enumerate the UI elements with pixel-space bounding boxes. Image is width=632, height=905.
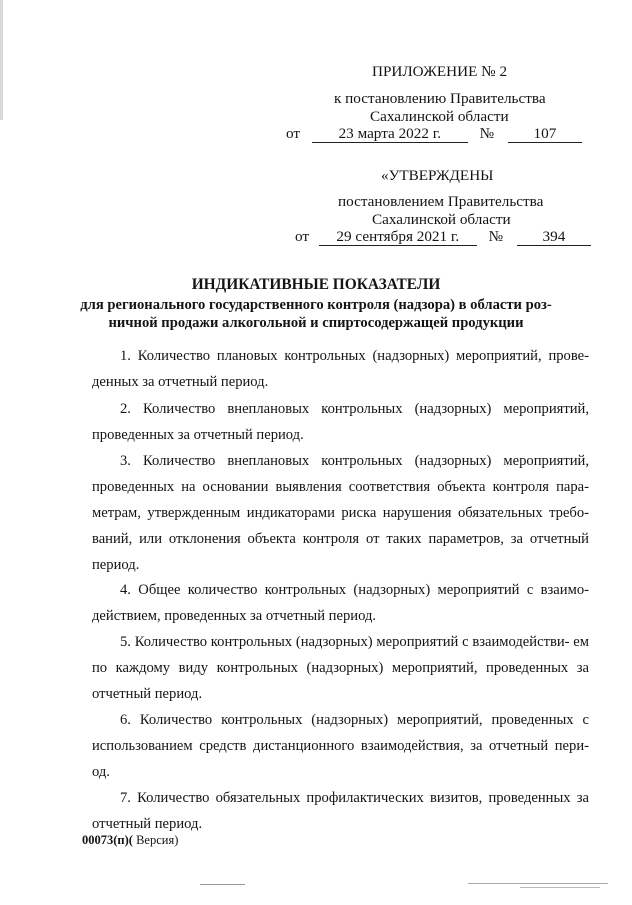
approved-title: «УТВЕРЖДЕНЫ (381, 167, 494, 184)
scan-edge (0, 0, 3, 120)
indicator-item-4: 4. Общее количество контрольных (надзорных) мероприятий с взаимо- действием, проведенных за отчетный период. (92, 582, 589, 624)
footer-code: 00073(п)( (82, 833, 133, 847)
annex-line-2: Сахалинской области (370, 108, 509, 125)
approved-num-label: № (488, 228, 504, 245)
annex-number: 107 (508, 126, 582, 143)
annex-date: 23 марта 2022 г. (312, 126, 468, 143)
indicator-item-6: 6. Количество контрольных (надзорных) мероприятий, проведенных с использованием средств дистанционного взаимодействия, за отчетный пери- од. (92, 712, 589, 780)
approved-line-2: Сахалинской области (372, 211, 511, 228)
approved-number: 394 (517, 229, 591, 246)
scan-artifact (520, 887, 600, 888)
scan-artifact (200, 884, 245, 885)
indicator-item-7: 7. Количество обязательных профилактических визитов, проведенных за отчетный период. (92, 790, 589, 832)
annex-line-1: к постановлению Правительства (334, 90, 546, 107)
annex-from-label: от (286, 125, 301, 142)
footer-version (82, 833, 178, 848)
document-title: ИНДИКАТИВНЫЕ ПОКАЗАТЕЛИ (191, 276, 441, 293)
indicator-item-1: 1. Количество плановых контрольных (надзорных) мероприятий, прове- денных за отчетный период. (92, 348, 589, 390)
approved-from-line (295, 228, 591, 246)
annex-from-line (286, 125, 582, 143)
indicator-item-2: 2. Количество внеплановых контрольных (надзорных) мероприятий, проведенных за отчетный период. (92, 401, 589, 443)
approved-date: 29 сентября 2021 г. (319, 229, 477, 246)
document-subtitle-line-2: ничной продажи алкогольной и спиртосодержащей продукции (108, 315, 524, 331)
annex-num-label: № (479, 125, 495, 142)
indicator-item-5: 5. Количество контрольных (надзорных) мероприятий с взаимодействи- ем по каждому виду контрольных (надзорных) мероприятий, проведенных за отчетный период. (92, 634, 589, 702)
approved-line-1: постановлением Правительства (338, 193, 544, 210)
approved-from-label: от (295, 228, 310, 245)
scan-artifact (468, 883, 608, 884)
footer-version-label: Версия) (132, 833, 179, 847)
document-subtitle-line-1: для регионального государственного контроля (надзора) в области роз- (80, 297, 552, 313)
annex-title: ПРИЛОЖЕНИЕ № 2 (372, 63, 508, 80)
indicator-item-3: 3. Количество внеплановых контрольных (надзорных) мероприятий, проведенных на основании выявления соответствия объекта контроля пара- метрам, утвержденным индикаторами риска нарушения обязательных требо- ваний, или отклонения объекта контроля от таких параметров, за отчетный период. (92, 453, 589, 573)
